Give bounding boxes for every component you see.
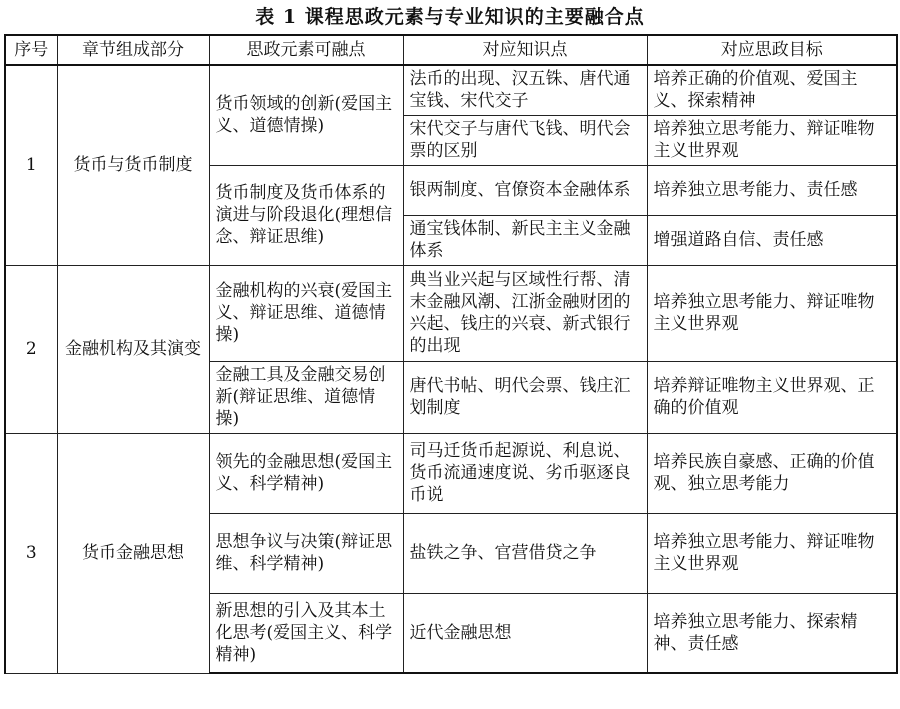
goal-cell: 培养正确的价值观、爱国主义、探索精神 xyxy=(647,65,897,115)
goal-cell: 培养独立思考能力、辩证唯物主义世界观 xyxy=(647,513,897,593)
table-header-row xyxy=(5,35,897,65)
table-row xyxy=(5,65,897,115)
knowledge-cell: 银两制度、官僚资本金融体系 xyxy=(403,165,647,215)
knowledge-cell: 宋代交子与唐代飞钱、明代会票的区别 xyxy=(403,115,647,165)
knowledge-cell: 典当业兴起与区域性行帮、清末金融风潮、江浙金融财团的兴起、钱庄的兴衰、新式银行的出现 xyxy=(403,265,647,361)
header-seq: 序号 xyxy=(5,35,57,65)
header-knowledge: 对应知识点 xyxy=(403,35,647,65)
element-cell: 货币领域的创新(爱国主义、道德情操) xyxy=(209,65,403,165)
table-row xyxy=(5,265,897,361)
header-goal: 对应思政目标 xyxy=(647,35,897,65)
goal-cell: 增强道路自信、责任感 xyxy=(647,215,897,265)
goal-cell: 培养独立思考能力、辩证唯物主义世界观 xyxy=(647,115,897,165)
chapter-cell: 货币与货币制度 xyxy=(57,65,209,265)
seq-cell: 3 xyxy=(5,433,57,673)
table-caption: 表 1 课程思政元素与专业知识的主要融合点 xyxy=(255,6,645,28)
element-cell: 金融机构的兴衰(爱国主义、辩证思维、道德情操) xyxy=(209,265,403,361)
header-element: 思政元素可融点 xyxy=(209,35,403,65)
element-cell: 货币制度及货币体系的演进与阶段退化(理想信念、辩证思维) xyxy=(209,165,403,265)
seq-cell: 1 xyxy=(5,65,57,265)
goal-cell: 培养独立思考能力、辩证唯物主义世界观 xyxy=(647,265,897,361)
goal-cell: 培养独立思考能力、责任感 xyxy=(647,165,897,215)
element-cell: 新思想的引入及其本土化思考(爱国主义、科学精神) xyxy=(209,593,403,673)
knowledge-cell: 法币的出现、汉五铢、唐代通宝钱、宋代交子 xyxy=(403,65,647,115)
chapter-cell: 金融机构及其演变 xyxy=(57,265,209,433)
fusion-points-table xyxy=(4,34,898,674)
element-cell: 金融工具及金融交易创新(辩证思维、道德情操) xyxy=(209,361,403,433)
knowledge-cell: 盐铁之争、官营借贷之争 xyxy=(403,513,647,593)
goal-cell: 培养辩证唯物主义世界观、正确的价值观 xyxy=(647,361,897,433)
knowledge-cell: 通宝钱体制、新民主主义金融体系 xyxy=(403,215,647,265)
seq-cell: 2 xyxy=(5,265,57,433)
knowledge-cell: 近代金融思想 xyxy=(403,593,647,673)
element-cell: 思想争议与决策(辩证思维、科学精神) xyxy=(209,513,403,593)
header-chapter: 章节组成部分 xyxy=(57,35,209,65)
goal-cell: 培养独立思考能力、探索精神、责任感 xyxy=(647,593,897,673)
goal-cell: 培养民族自豪感、正确的价值观、独立思考能力 xyxy=(647,433,897,513)
element-cell: 领先的金融思想(爱国主义、科学精神) xyxy=(209,433,403,513)
knowledge-cell: 司马迁货币起源说、利息说、货币流通速度说、劣币驱逐良币说 xyxy=(403,433,647,513)
chapter-cell: 货币金融思想 xyxy=(57,433,209,673)
table-row xyxy=(5,433,897,513)
knowledge-cell: 唐代书帖、明代会票、钱庄汇划制度 xyxy=(403,361,647,433)
